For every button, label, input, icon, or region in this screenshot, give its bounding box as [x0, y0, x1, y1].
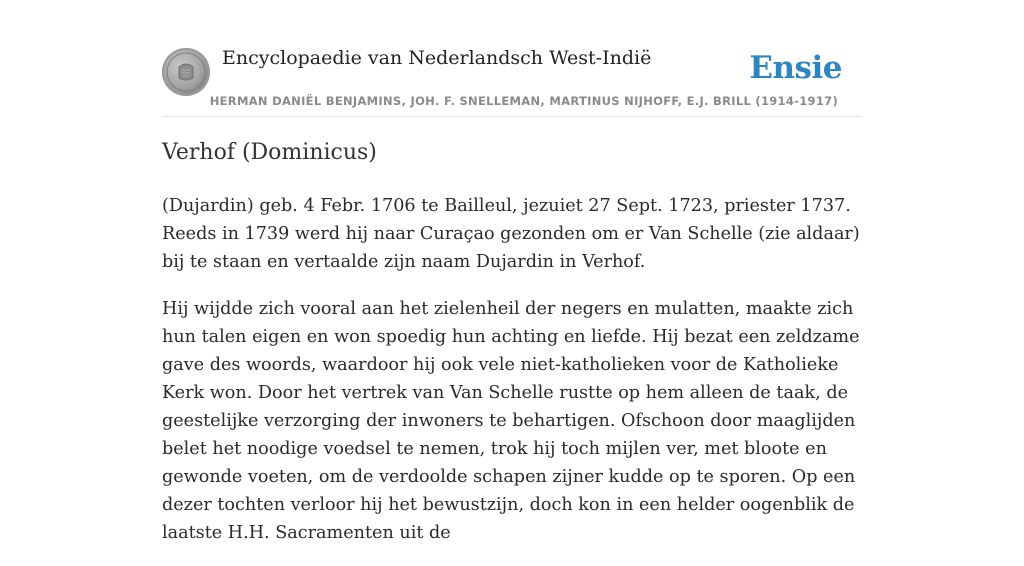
- book-title[interactable]: Encyclopaedie van Nederlandsch West-Indië: [222, 47, 652, 69]
- authors-line: HERMAN DANIËL BENJAMINS, JOH. F. SNELLEMAN, MARTINUS NIJHOFF, E.J. BRILL (1914-1917): [209, 94, 838, 108]
- coin-seal-icon[interactable]: [162, 48, 210, 96]
- entry-title: Verhof (Dominicus): [162, 140, 377, 165]
- site-header: [162, 40, 862, 117]
- entry-paragraph: (Dujardin) geb. 4 Febr. 1706 te Bailleul, jezuiet 27 Sept. 1723, priester 1737. Reeds in 1739 werd hij naar Curaçao gezonden om er Van Schelle (zie aldaar) bij te staan en vertaalde zijn naam Dujardin in Verhof.: [162, 196, 860, 272]
- entry-body: [162, 192, 862, 566]
- ensie-logo[interactable]: Ensie: [749, 50, 842, 86]
- coin-emblem: [162, 48, 210, 96]
- entry-paragraph: Hij wijdde zich vooral aan het zielenheil der negers en mulatten, maakte zich hun talen eigen en won spoedig hun achting en liefde. Hij bezat een zeldzame gave des woords, waardoor hij ook vele niet-katholieken voor de Katholieke Kerk won. Door het vertrek van Van Schelle rustte op hem alleen de taak, de geestelijke verzorging der inwoners te behartigen. Ofschoon door maaglijden belet het noodige voedsel te nemen, trok hij toch mijlen ver, met bloote en gewonde voeten, om de verdoolde schapen zijner kudde op te sporen. Op een dezer tochten verloor hij het bewustzijn, doch kon in een helder oogenblik de laatste H.H. Sacramenten uit de: [162, 299, 860, 543]
